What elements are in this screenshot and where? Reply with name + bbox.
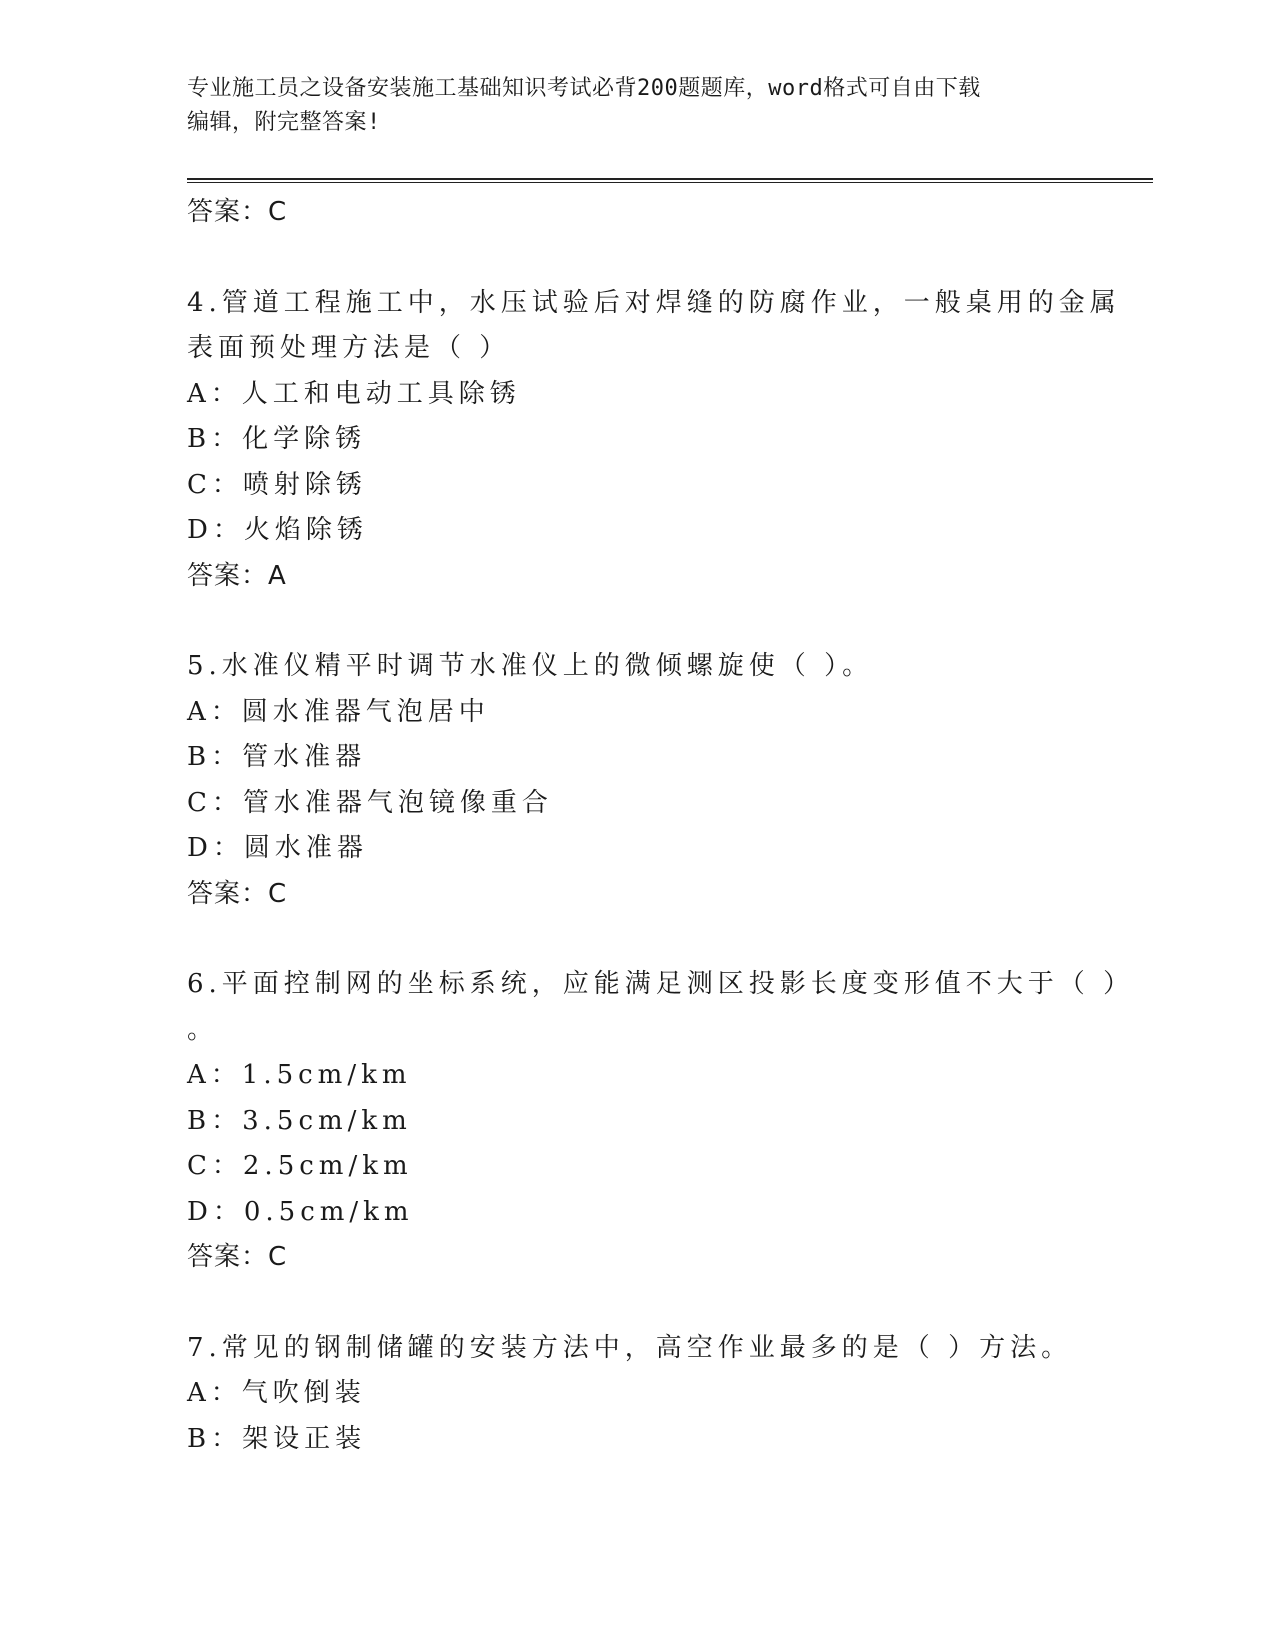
option-b: B：管水准器 (187, 742, 367, 772)
option-c: C：喷射除锈 (187, 469, 367, 500)
answer: 答案：C (187, 1242, 288, 1272)
option-d: D：0.5cm/km (187, 1196, 414, 1227)
option-b: B：3.5cm/km (187, 1105, 412, 1136)
option-d: D：火焰除锈 (187, 515, 368, 545)
question-stem: 6.平面控制网的坐标系统，应能满足测区投影长度变形值不大于（ ） (187, 969, 1135, 999)
header-rule-thick (187, 178, 1153, 180)
question-stem: 5.水准仪精平时调节水准仪上的微倾螺旋使（ ）。 (187, 651, 874, 681)
question-stem: 4.管道工程施工中，水压试验后对焊缝的防腐作业，一般桌用的金属 (187, 287, 1121, 318)
option-a: A：1.5cm/km (187, 1060, 412, 1090)
option-a: A：圆水准器气泡居中 (187, 696, 490, 727)
question-6 (187, 962, 1147, 1281)
option-c: C：2.5cm/km (187, 1151, 413, 1181)
spacer (187, 599, 1147, 644)
spacer (187, 236, 1147, 281)
spacer (187, 1281, 1147, 1326)
question-4 (187, 281, 1147, 600)
question-stem: 7.常见的钢制储罐的安装方法中，高空作业最多的是（ ）方法。 (187, 1332, 1073, 1363)
question-5 (187, 644, 1147, 917)
question-7 (187, 1326, 1147, 1463)
header-rule-thin (187, 182, 1153, 183)
option-d: D：圆水准器 (187, 833, 368, 863)
option-c: C：管水准器气泡镜像重合 (187, 787, 553, 818)
document-header (187, 72, 1087, 140)
header-line-1: 专业施工员之设备安装施工基础知识考试必背200题题库，word格式可自由下载 (187, 76, 981, 101)
option-b: B：化学除锈 (187, 424, 367, 454)
option-a: A：人工和电动工具除锈 (187, 378, 521, 409)
question-list (187, 190, 1147, 1462)
option-a: A：气吹倒装 (187, 1378, 366, 1408)
question-stem: 。 (187, 1014, 219, 1045)
spacer (187, 917, 1147, 962)
option-b: B：架设正装 (187, 1423, 367, 1454)
answer: 答案：C (187, 878, 288, 909)
question-stem: 表面预处理方法是（ ） (187, 333, 511, 363)
previous-answer: 答案：C (187, 197, 288, 227)
answer: 答案：A (187, 560, 287, 591)
header-line-2: 编辑，附完整答案! (187, 110, 381, 135)
